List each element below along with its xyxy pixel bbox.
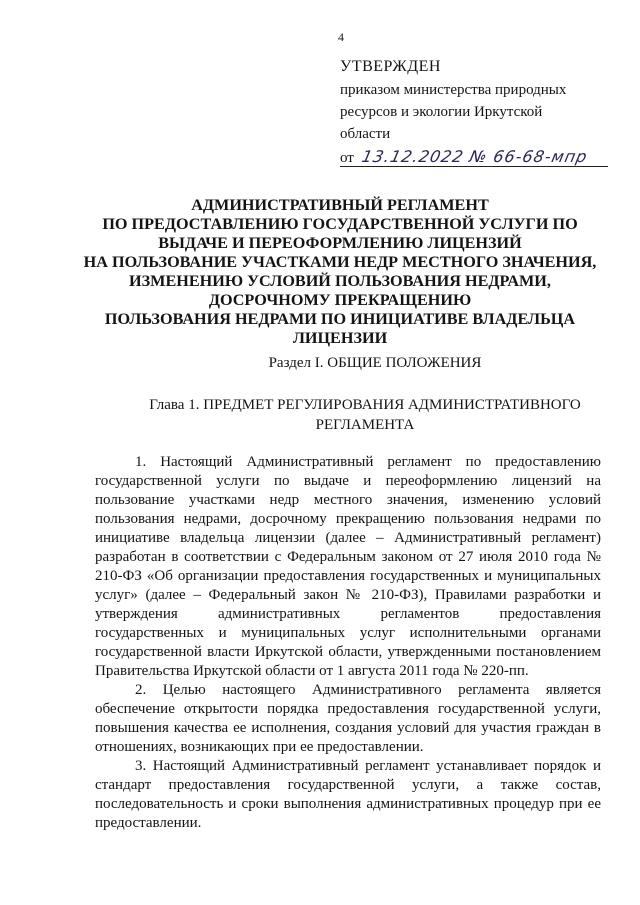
document-title [70, 196, 610, 348]
title-line: ДОСРОЧНОМУ ПРЕКРАЩЕНИЮ [208, 291, 472, 309]
title-line: ПО ПРЕДОСТАВЛЕНИЮ ГОСУДАРСТВЕННОЙ УСЛУГИ ПО [102, 215, 578, 233]
paragraph: 3. Настоящий Административный регламент устанавливает порядок и стандарт предоставления государственной услуги, а также состав, последовательность и сроки выполнения административных процедур при ее предоставлении. [95, 758, 601, 831]
approval-block [340, 56, 620, 169]
handwritten-date-and-number: 13.12.2022 № 66-68-мпр [359, 147, 590, 166]
chapter-heading: Глава 1. ПРЕДМЕТ РЕГУЛИРОВАНИЯ АДМИНИСТРАТИВНОГО РЕГЛАМЕНТА [149, 397, 581, 433]
approval-order-line: ресурсов и экологии Иркутской [340, 104, 543, 120]
title-line: ВЫДАЧЕ И ПЕРЕОФОРМЛЕНИЮ ЛИЦЕНЗИЙ [158, 234, 522, 252]
approval-date-prefix: от [340, 150, 354, 166]
title-line: ИЗМЕНЕНИЮ УСЛОВИЙ ПОЛЬЗОВАНИЯ НЕДРАМИ, [129, 272, 551, 290]
title-line: АДМИНИСТРАТИВНЫЙ РЕГЛАМЕНТ [191, 196, 489, 214]
title-line: НА ПОЛЬЗОВАНИЕ УЧАСТКАМИ НЕДР МЕСТНОГО ЗНАЧЕНИЯ, [83, 253, 597, 271]
title-line: ПОЛЬЗОВАНИЯ НЕДРАМИ ПО ИНИЦИАТИВЕ ВЛАДЕЛЬЦА [104, 310, 576, 328]
title-line: ЛИЦЕНЗИИ [292, 329, 388, 347]
page-number: 4 [338, 30, 344, 44]
approval-order-line: области [340, 126, 391, 142]
section-heading: Раздел I. ОБЩИЕ ПОЛОЖЕНИЯ [268, 355, 482, 371]
approval-order-line: приказом министерства природных [340, 82, 567, 98]
approval-title: УТВЕРЖДЕН [340, 58, 441, 75]
approval-date-line [340, 146, 620, 169]
body-text [95, 453, 601, 833]
paragraph: 2. Целью настоящего Административного регламента является обеспечение открытости порядка предоставления государственной услуги, повышения качества ее исполнения, создания условий для участия граждан в отношениях, возникающих при ее предоставлении. [95, 682, 601, 755]
date-underline [340, 166, 608, 167]
paragraph: 1. Настоящий Административный регламент по предоставлению государственной услуги по выдаче и переоформлению лицензий на пользование участками недр местного значения, изменению условий пользования недрами, досрочному прекращению пользования недрами по инициативе владельца лицензии (далее – Административный регламент) разработан в соответствии с Федеральным законом от 27 июля 2010 года № 210-ФЗ «Об организации предоставления государственных и муниципальных услуг» (далее – Федеральный закон № 210-ФЗ), Правилами разработки и утверждения административных регламентов предоставления государственных и муниципальных услуг исполнительными органами государственной власти Иркутской области, утвержденными постановлением Правительства Иркутской области от 1 августа 2011 года № 220-пп. [95, 454, 601, 679]
